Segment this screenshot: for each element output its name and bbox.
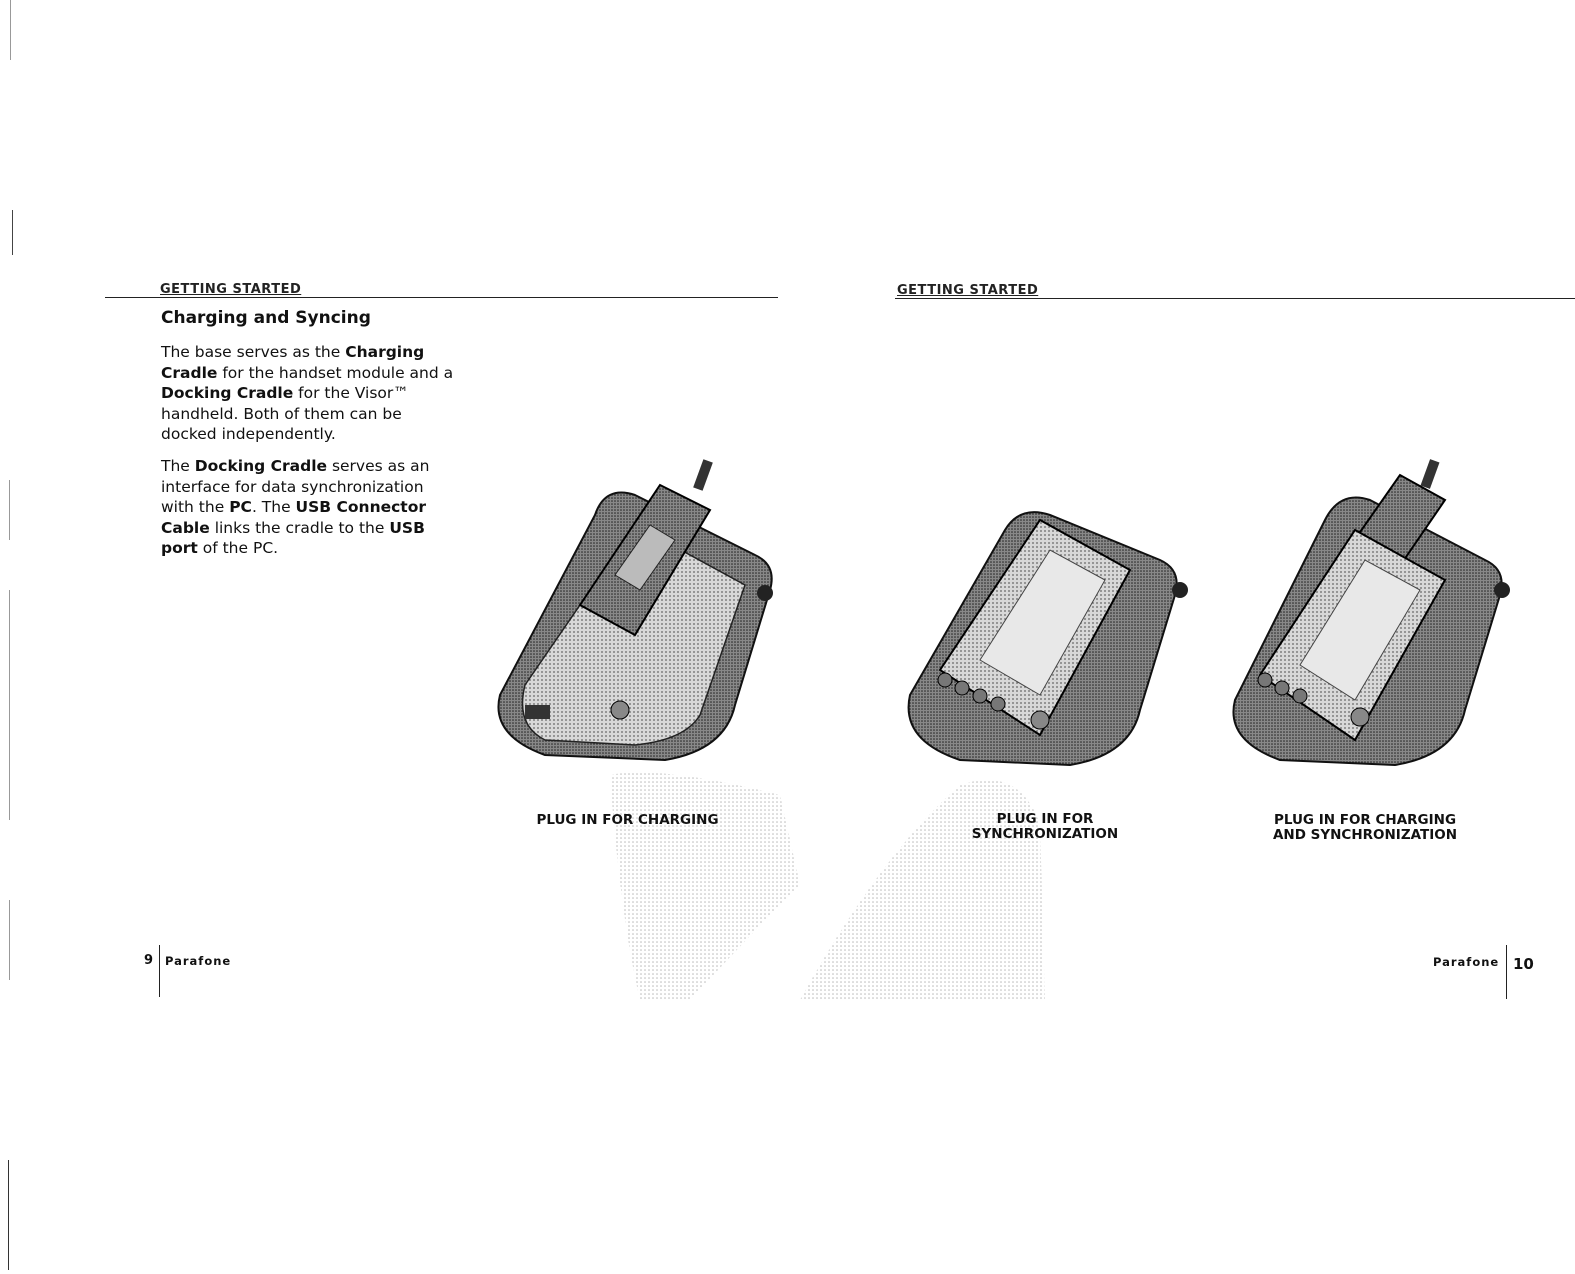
left-footer-brand: Parafone [165,954,232,968]
text-run: The base serves as the [161,343,346,361]
text-run: . The [251,498,296,516]
scan-mark [8,1160,9,1270]
text-run: serves as an interface for data synchronization with the [161,457,430,516]
left-header-rule [105,297,778,298]
left-footer-divider [159,945,160,997]
right-page-number: 10 [1513,955,1534,973]
scan-mark [10,0,11,60]
caption-line: PLUG IN FOR [996,811,1094,827]
scan-mark [12,210,13,255]
scan-mark [9,900,10,980]
bold-term: USB Connector Cable [161,498,427,537]
docking-paragraph [161,456,461,559]
section-heading: Charging and Syncing [161,308,371,328]
caption-line: PLUG IN FOR CHARGING [1273,812,1457,828]
right-header-rule [895,298,1575,299]
bold-term: Docking Cradle [161,384,294,402]
text-run: of the PC. [197,539,279,557]
scan-mark [9,480,10,540]
caption-line: AND SYNCHRONIZATION [1272,827,1458,843]
cradle-illustration-both [1220,455,1515,775]
text-run: for the Visor™ handheld. Both of them can be docked independently. [161,384,409,443]
intro-paragraph [161,342,461,445]
text-run: for the handset module and a [217,363,454,382]
figure-sync [900,510,1190,775]
figure-charging [485,455,785,775]
left-section-label: GETTING STARTED [160,282,302,297]
cradle-illustration-charging [485,455,785,775]
caption-line: SYNCHRONIZATION [971,826,1119,842]
figure-both [1220,455,1515,775]
right-footer-brand: Parafone [1433,955,1500,969]
caption-line: PLUG IN FOR CHARGING [536,812,719,828]
caption-charging [520,813,735,828]
caption-both [1255,813,1475,843]
left-page-number: 9 [144,953,154,968]
right-section-label: GETTING STARTED [897,283,1039,298]
bold-term: Charging Cradle [161,343,425,382]
cradle-illustration-sync [900,510,1190,775]
bold-term: USB port [161,518,425,557]
text-run: The [161,457,195,475]
background-hand-graphic [600,765,1050,1000]
bold-term: Docking Cradle [194,457,328,475]
scan-mark [9,590,10,820]
bold-term: PC [229,498,252,516]
caption-sync [950,812,1140,842]
text-run: links the cradle to the [209,518,390,537]
right-footer-divider [1506,945,1507,999]
